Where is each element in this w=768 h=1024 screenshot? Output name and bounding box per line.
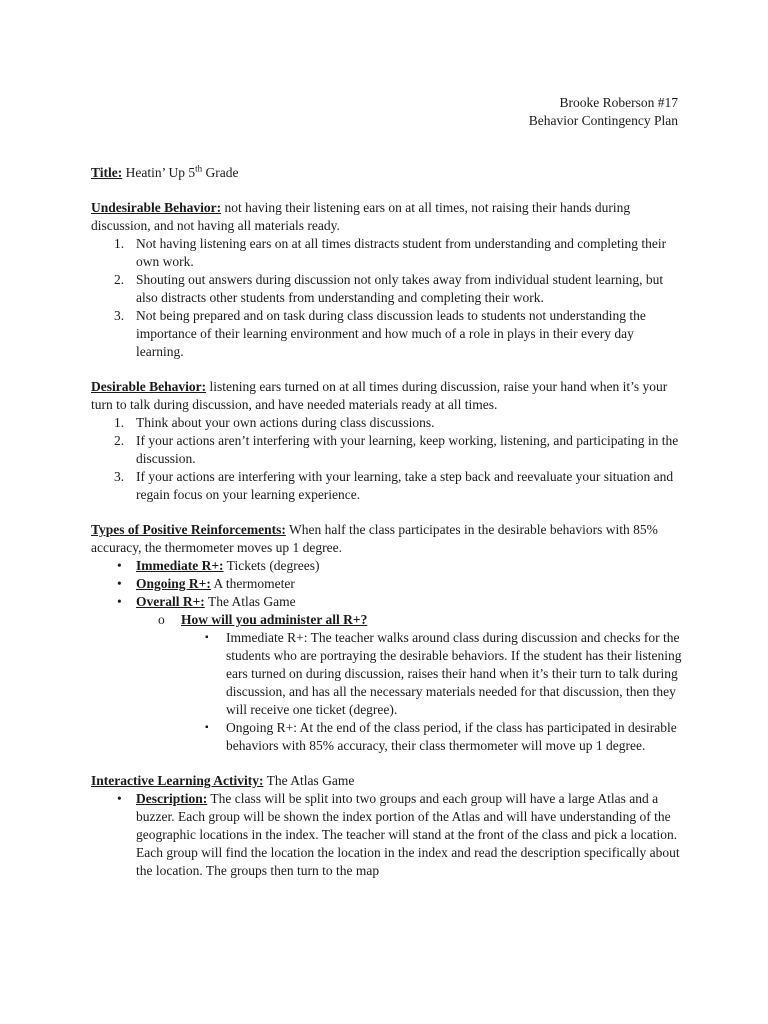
desirable-label: Desirable Behavior:	[91, 379, 207, 394]
sub-sub-bullet-item	[91, 719, 683, 755]
bullet-label: Ongoing R+:	[136, 576, 211, 591]
square-bullet-icon: ▪	[205, 722, 209, 733]
title-text: Heatin’ Up 5	[122, 165, 196, 180]
author-name: Brooke Roberson #17	[559, 95, 678, 110]
list-item-text: If your actions are interfering with your learning, take a step back and reevaluate your situation and regain focus on your learning experience.	[136, 469, 674, 502]
sub-sub-bullet-item	[91, 629, 683, 719]
undesirable-label: Undesirable Behavior:	[91, 200, 222, 215]
activity-intro	[91, 772, 683, 790]
undesirable-section	[91, 199, 683, 361]
header-block	[529, 94, 678, 130]
list-item: 3. Not being prepared and on task during class discussion leads to students not understanding the importance of their learning environment and how much of a role in plays in their every day learning.	[114, 308, 646, 359]
bullet-label: Immediate R+:	[136, 558, 224, 573]
undesirable-text: not having their listening ears on at all times, not raising their hands during discussion, and not having all materials ready.	[91, 200, 631, 233]
sub-bullet-label: How will you administer all R+?	[181, 612, 368, 627]
bullet-text: A thermometer	[210, 576, 295, 591]
sub-sub-bullet-text: Ongoing R+: At the end of the class period, if the class has participated in desirable behaviors with 85% accuracy, their class thermometer will move up 1 degree.	[226, 720, 677, 753]
desirable-intro	[91, 378, 683, 414]
activity-label: Interactive Learning Activity:	[91, 773, 264, 788]
activity-section	[91, 772, 683, 880]
list-item-text: Not being prepared and on task during class discussion leads to students not understanding the importance of their learning environment and how much of a role in plays in their every day learning.	[136, 308, 646, 359]
bullet-item	[91, 557, 683, 575]
undesirable-intro	[91, 199, 683, 235]
bullet-text: The Atlas Game	[204, 594, 296, 609]
list-item-text: Think about your own actions during class discussions.	[136, 415, 435, 430]
desirable-section	[91, 378, 683, 504]
bullet-item	[91, 593, 683, 611]
list-item: 3. If your actions are interfering with your learning, take a step back and reevaluate your situation and regain focus on your learning experience.	[114, 469, 674, 502]
sub-sub-bullet-text: Immediate R+: The teacher walks around class during discussion and checks for the students who are portraying the desirable behaviors. If the student has their listening ears turned on during discussion, raises their hand when it’s their turn to talk during discussion, and has all the necessary materials needed for that discussion, then they will receive one ticket (degree).	[226, 630, 682, 717]
list-item: 2. If your actions aren’t interfering with your learning, keep working, listening, and participating in the discussion.	[114, 433, 679, 466]
title-text-after: Grade	[202, 165, 239, 180]
circle-bullet-icon: o	[158, 612, 165, 627]
desirable-text: listening ears turned on at all times during discussion, raise your hand when it’s your turn to talk during discussion, and have needed materials ready at all times.	[91, 379, 668, 412]
reinforcements-intro	[91, 521, 683, 557]
description-text: The class will be split into two groups and each group will have a large Atlas and a buzzer. Each group will be shown the index portion of the Atlas and will have understanding of the geographic locations in the index. The teacher will stand at the front of the class and pick a location. Each group will find the location the location in the index and read the description specifically about the location. The groups then turn to the map	[136, 791, 680, 878]
activity-text: The Atlas Game	[263, 773, 355, 788]
bullet-item	[91, 790, 683, 880]
document-body	[91, 164, 683, 897]
title-line	[91, 164, 683, 182]
sub-bullet-item	[91, 611, 683, 629]
bullet-icon: •	[117, 576, 122, 591]
document-subtitle: Behavior Contingency Plan	[528, 113, 678, 128]
reinforcements-section	[91, 521, 683, 755]
bullet-text: Tickets (degrees)	[223, 558, 320, 573]
bullet-label: Overall R+:	[136, 594, 205, 609]
reinforcements-text: When half the class participates in the desirable behaviors with 85% accuracy, the thermometer moves up 1 degree.	[91, 522, 658, 555]
list-item: 1. Not having listening ears on at all times distracts student from understanding and completing their own work.	[114, 236, 667, 269]
bullet-icon: •	[117, 558, 122, 573]
description-label: Description:	[136, 791, 208, 806]
bullet-icon: •	[117, 791, 122, 806]
list-item: 2. Shouting out answers during discussion not only takes away from individual student learning, but also distracts other students from understanding and completing their work.	[114, 272, 664, 305]
list-item-text: Not having listening ears on at all times distracts student from understanding and completing their own work.	[136, 236, 667, 269]
list-item-text: If your actions aren’t interfering with your learning, keep working, listening, and participating in the discussion.	[136, 433, 679, 466]
bullet-icon: •	[117, 594, 122, 609]
list-item: 1. Think about your own actions during class discussions.	[114, 415, 435, 430]
title-label: Title:	[91, 165, 123, 180]
title-superscript: th	[195, 163, 203, 174]
reinforcements-label: Types of Positive Reinforcements:	[91, 522, 286, 537]
list-item-text: Shouting out answers during discussion not only takes away from individual student learning, but also distracts other students from understanding and completing their work.	[136, 272, 664, 305]
bullet-item	[91, 575, 683, 593]
square-bullet-icon: ▪	[205, 632, 209, 643]
